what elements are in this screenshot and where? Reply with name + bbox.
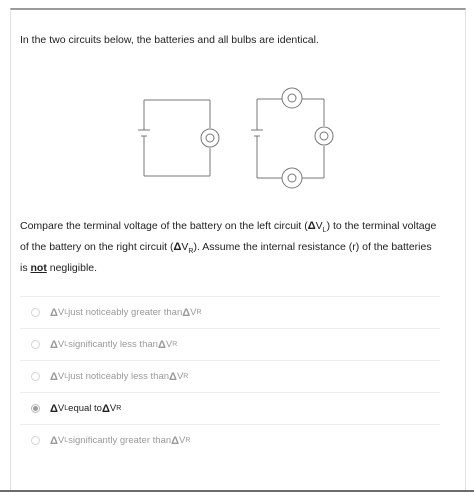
subscript-left: L [64,341,69,348]
question-prompt [20,218,438,277]
option-label: equal to [68,403,102,414]
voltage-symbol: V [57,435,65,446]
delta-symbol: Δ [171,434,180,447]
answer-option-selected[interactable] [20,392,440,424]
radio-button[interactable] [31,436,40,445]
delta-symbol: Δ [169,370,177,383]
bottom-divider [0,490,474,492]
question-intro: In the two circuits below, the batteries and all bulbs are identical. [20,34,319,46]
radio-button[interactable] [31,340,40,349]
answer-option[interactable] [20,328,440,360]
bulb-icon [201,129,219,147]
subscript-left: L [64,373,69,380]
voltage-symbol: V [109,403,117,414]
radio-button-selected[interactable] [31,404,40,413]
answer-option[interactable] [20,296,440,328]
right-circuit [251,88,333,188]
prompt-text: Compare the terminal voltage of the battery on the left circuit ( [20,220,308,232]
answer-option[interactable] [20,360,440,392]
voltage-symbol: V [190,307,197,318]
option-label: just noticeably greater than [68,307,183,318]
delta-symbol: Δ [50,306,58,319]
voltage-symbol: V [179,435,186,446]
delta-symbol: Δ [182,306,191,319]
voltage-symbol: V [57,307,65,318]
voltage-symbol: V [57,371,65,382]
delta-symbol: Δ [50,338,58,351]
subscript-right: R [188,248,194,256]
voltage-symbol: V [165,339,173,350]
subscript-right: R [185,437,191,444]
subscript-left: L [64,405,69,412]
voltage-symbol: V [57,339,65,350]
voltage-symbol: V [176,371,184,382]
radio-button[interactable] [31,372,40,381]
option-label: significantly greater than [68,435,172,446]
prompt-text: ) to the terminal voltage of the battery on the right circuit ( [20,220,437,254]
left-circuit [138,100,219,176]
subscript-left: L [64,437,69,444]
delta-symbol: Δ [50,370,58,383]
subscript-right: R [172,341,178,348]
emphasis-not: not [30,262,47,275]
delta-symbol: Δ [173,241,182,254]
bulb-icon [282,168,302,188]
delta-symbol: Δ [157,338,166,351]
delta-symbol: Δ [50,402,58,415]
delta-symbol: Δ [307,220,316,232]
subscript-right: R [116,405,122,412]
voltage-symbol: V [181,241,189,254]
option-label: just noticeably less than [68,371,170,382]
subscript-left: L [322,227,327,235]
voltage-symbol: V [315,220,323,232]
prompt-text: negligible. [46,262,98,275]
bulb-icon [282,88,302,108]
subscript-right: R [196,309,202,316]
subscript-left: L [64,309,69,316]
answer-options [20,296,440,456]
bulb-icon [315,127,333,145]
prompt-text: ). Assume the internal resistance (r) of the batteries is [20,241,432,275]
delta-symbol: Δ [50,434,58,447]
subscript-right: R [183,373,189,380]
option-label: significantly less than [68,339,158,350]
voltage-symbol: V [57,403,65,414]
circuit-diagram [132,86,342,192]
answer-option[interactable] [20,424,440,456]
radio-button[interactable] [31,308,40,317]
delta-symbol: Δ [101,402,110,415]
